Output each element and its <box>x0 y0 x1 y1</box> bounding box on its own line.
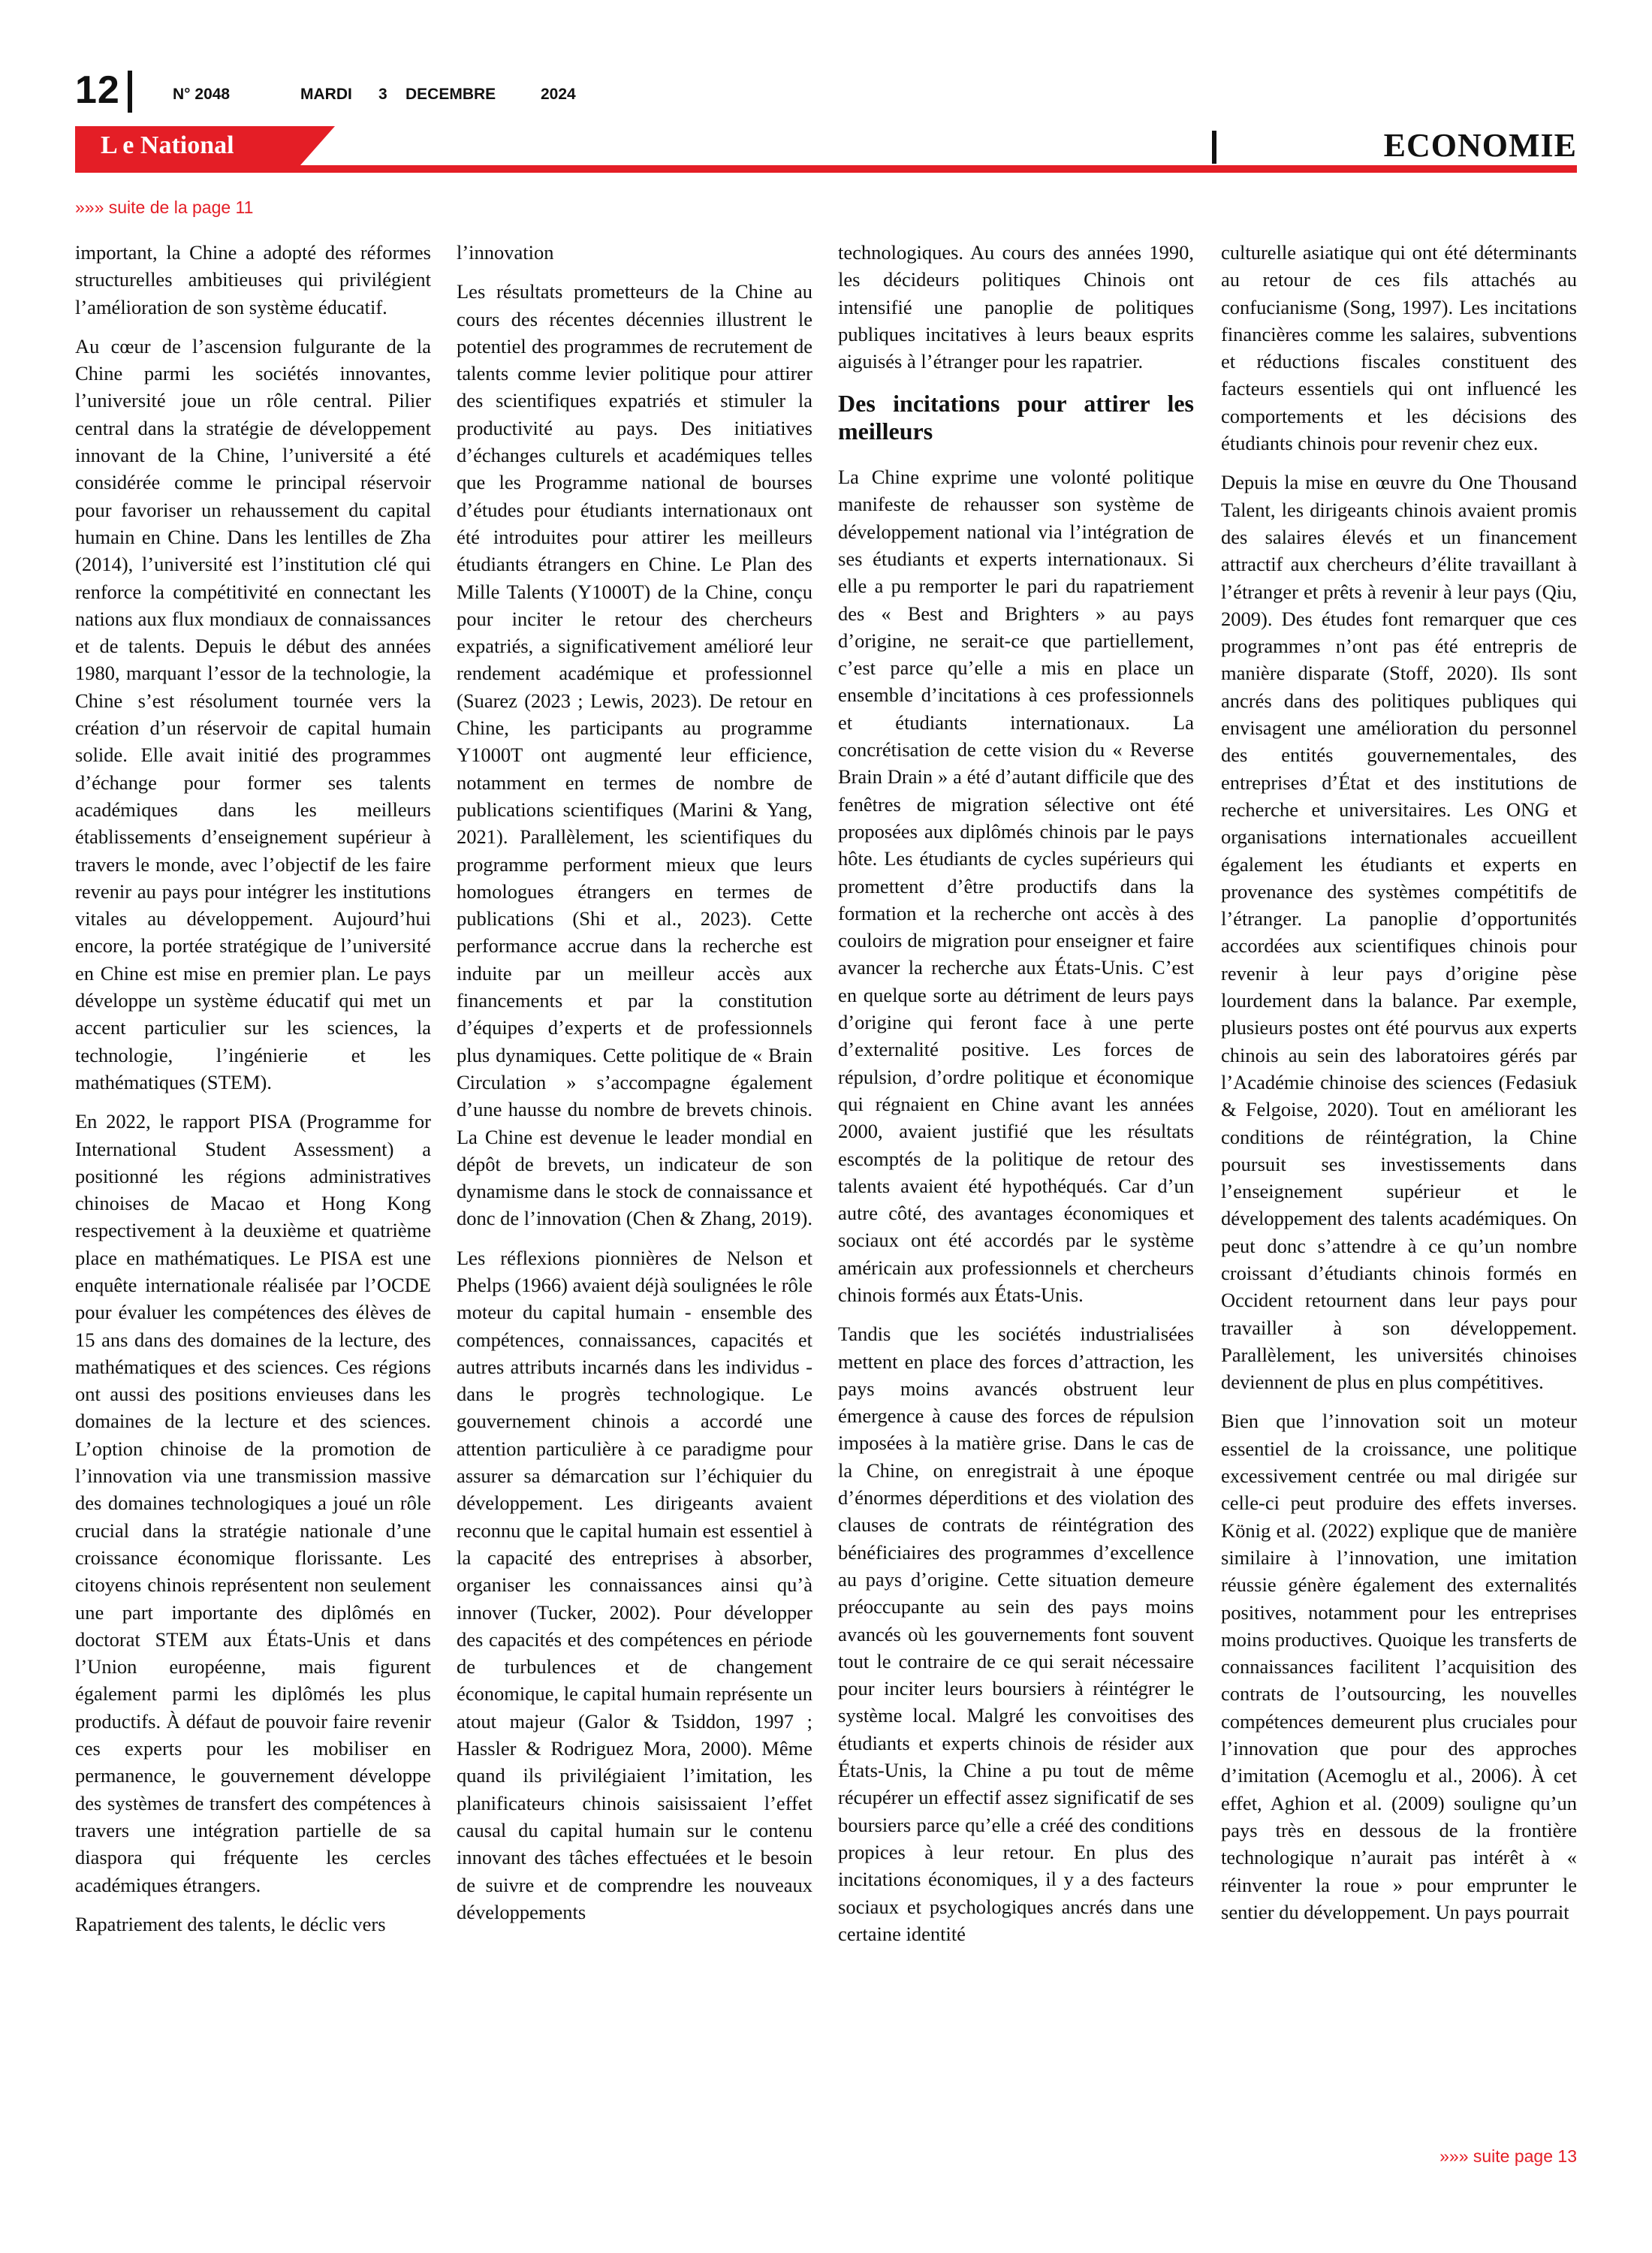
paragraph: Rapatriement des talents, le déclic vers <box>75 1912 386 1935</box>
issue-number: N° 2048 <box>173 86 231 103</box>
section-divider <box>1212 131 1216 164</box>
paragraph: En 2022, le rapport PISA (Programme for International Student Assessment) a positionné les régions administratives chinoises de Macao et Hong Kong respectivement à la deuxième et quatrième place en mathématiques. Le PISA est une enquête internationale réalisée par l’OCDE pour évaluer les compétences des élèves de 15 ans dans des domaines de la lecture, des mathématiques et des sciences. Ces régions ont aussi des positions envieuses dans les domaines de la lecture et des sciences. L’option chinoise de la promotion de l’innovation via une transmission massive des domaines technologiques a joué un rôle crucial dans la stratégie nationale d’une croissance économique florissante. Les citoyens chinois représentent non seulement une part importante des diplômés en doctorat STEM aux États-Unis et dans l’Union européenne, mais figurent également parmi les diplômés les plus productifs. À défaut de pouvoir faire revenir ces experts pour les mobiliser en permanence, le gouvernement développe des systèmes de transfert des compétences à travers une intégration partielle de sa diaspora qui fréquente les cercles académiques étrangers. <box>75 1110 431 1896</box>
paragraph: Tandis que les sociétés industrialisées mettent en place des forces d’attraction, les pays moins avancés obstruent leur émergence à cause des forces de répulsion imposées à la matière grise. Dans le cas de la Chine, on enregistrait à une époque d’énormes déperditions et des violation des clauses de contrats de réintégration des bénéficiaires des programmes d’excellence au pays d’origine. Cette situation demeure préoccupante au sein des pays moins avancés où les gouvernements font souvent tout le contraire de ce qui serait nécessaire pour inciter leurs boursiers à réintégrer le système local. Malgré les convoitises des étudiants et experts chinois de résider aux États-Unis, la Chine a pu tout de même récupérer un effectif assez significatif de ses boursiers parce qu’elle a créé des conditions propices à leur retour. En plus des incitations économiques, il y a des facteurs sociaux et psychologiques ancrés dans une certaine identité <box>838 1323 1194 1945</box>
issue-month: DECEMBRE <box>405 86 496 103</box>
paragraph: Les réflexions pionnières de Nelson et Phelps (1966) avaient déjà soulignées le rôle moteur du capital humain - ensemble des compétences, connaissances, capacités et autres attributs incarnés dans les individus - dans le progrès technologique. Le gouvernement chinois a accordé une attention particulière à ce paradigme pour assurer sa démarcation sur l’échiquier du développement. Les dirigeants avaient reconnu que le capital humain est essentiel à la capacité des entreprises à absorber, organiser les connaissances ainsi qu’à innover (Tucker, 2002). Pour développer des capacités et des compétences en période de turbulences et de changement économique, le capital humain représente un atout majeur (Galor & Tsiddon, 1997 ; Hassler & Rodriguez Mora, 2000). Même quand ils privilégiaient l’imitation, les planificateurs chinois saisissaient l’effet causal du capital humain sur le contenu innovant des tâches effectuées et le besoin de suivre et de comprendre les nouveaux développements <box>457 1246 812 1923</box>
paragraph: Au cœur de l’ascension fulgurante de la Chine parmi les sociétés innovantes, l’université joue un rôle central. Pilier central dans la stratégie de développement innovant de la Chine, l’université a été considérée comme le principal réservoir pour favoriser un rehaussement du capital humain en Chine. Dans les lentilles de Zha (2014), l’université est l’institution clé qui renforce la compétitivité en connectant les nations aux flux mondiaux de connaissances et de talents. Depuis le début des années 1980, marquant l’essor de la technologie, la Chine s’est résolument tournée vers la création d’un réservoir de capital humain solide. Elle avait initié des programmes d’échange pour former ses talents académiques dans les meilleurs établissements d’enseignement supérieur à travers le monde, avec l’objectif de les faire revenir au pays pour intégrer les institutions vitales au développement. Aujourd’hui encore, la portée stratégique de l’université en Chine est mise en premier plan. Le pays développe un système éducatif qui met un accent particulier sur les sciences, la technologie, l’ingénierie et les mathématiques (STEM). <box>75 334 431 1093</box>
continued-from-link[interactable]: »»» suite de la page 11 <box>75 198 254 217</box>
section-band <box>75 126 1577 173</box>
continued-on-link[interactable]: »»» suite page 13 <box>1439 2146 1577 2166</box>
paragraph: Depuis la mise en œuvre du One Thousand Talent, les dirigeants chinois avaient promis des salaires élevés et un financement attractif aux chercheurs d’élite travaillant à l’étranger et prêts à revenir à leur pays (Qiu, 2009). Des études font remarquer que ces programmes n’ont pas été entrepris de manière disparate (Stoff, 2020). Ils sont ancrés dans des politiques publiques qui envisagent une amélioration du personnel des entités gouvernementales, des entreprises d’État et des institutions de recherche et universitaires. Les ONG et organisations internationales accueillent également les étudiants et experts en provenance des systèmes compétitifs de l’étranger. La panoplie d’opportunités accordées aux scientifiques chinois pour revenir à leur pays d’origine pèse lourdement dans la balance. Par exemple, plusieurs postes ont été pourvus aux experts chinois au sein des laboratoires gérés par l’Académie chinoise des sciences (Fedasiuk & Felgoise, 2020). Tout en améliorant les conditions de réintégration, la Chine poursuit ses investissements dans l’enseignement supérieur et le développement des talents académiques. On peut donc s’attendre à ce qu’un nombre croissant d’étudiants chinois formés en Occident retournent dans leur pays pour travailler à son développement. Parallèlement, les universités chinoises deviennent de plus en plus compétitives. <box>1221 471 1577 1394</box>
paragraph: important, la Chine a adopté des réformes structurelles ambitieuses qui privilégient l’amélioration de son système éducatif. <box>75 241 431 318</box>
page-number: 12 <box>75 68 120 112</box>
column-1 <box>75 239 431 1950</box>
red-rule <box>75 165 1577 173</box>
section-title: ECONOMIE <box>1383 127 1577 164</box>
issue-date-day: 3 <box>378 86 387 103</box>
column-3 <box>838 239 1194 1959</box>
article-body <box>75 239 1577 2191</box>
brand-logo: L e National <box>75 126 300 165</box>
issue-year: 2024 <box>541 86 576 103</box>
page-header <box>75 68 1577 117</box>
paragraph: Bien que l’innovation soit un moteur essentiel de la croissance, une politique excessivement centrée ou mal dirigée sur celle-ci peut produire des effets inverses. König et al. (2022) explique que de manière similaire à l’innovation, une imitation réussie génère également des externalités positives, notamment pour les entreprises moins productives. Quoique les transferts de connaissances facilitent l’acquisition des contrats de l’outsourcing, les nouvelles compétences demeurent plus cruciales pour l’innovation que pour des approches d’imitation (Acemoglu et al., 2006). À cet effet, Aghion et al. (2009) souligne qu’un pays très en dessous de la frontière technologique n’aurait pas intérêt à « réinventer la roue » pour emprunter le sentier du développement. Un pays pourrait <box>1221 1410 1577 1923</box>
issue-day: MARDI <box>300 86 352 103</box>
paragraph: technologiques. Au cours des années 1990, les décideurs politiques Chinois ont intensifié une panoplie de politiques publiques incitatives à leurs beaux esprits aiguisés à l’étranger pour les rapatrier. <box>838 241 1194 373</box>
page-number-divider <box>128 71 132 113</box>
paragraph: l’innovation <box>457 241 554 264</box>
paragraph: Les résultats prometteurs de la Chine au cours des récentes décennies illustrent le potentiel des programmes de recrutement de talents comme levier politique pour attirer des scientifiques expatriés et stimuler la productivité au pays. Des initiatives d’échanges culturels et académiques telles que les Programme national de bourses d’études pour étudiants internationaux ont été introduites pour attirer les meilleurs étudiants étrangers en Chine. Le Plan des Mille Talents (Y1000T) de la Chine, conçu pour inciter le retour des chercheurs expatriés, a significativement amélioré leur rendement académique et professionnel (Suarez (2023 ; Lewis, 2023). De retour en Chine, les participants au programme Y1000T ont augmenté leur efficience, notamment en termes de nombre de publications scientifiques (Marini & Yang, 2021). Parallèlement, les scientifiques du programme performent mieux que leurs homologues étrangers en termes de publications (Shi et al., 2023). Cette performance accrue dans la recherche est induite par un meilleur accès aux financements et par la constitution d’équipes d’experts et de professionnels plus dynamiques. Cette politique de « Brain Circulation » s’accompagne également d’une hausse du nombre de brevets chinois. La Chine est devenue le leader mondial en dépôt de brevets, un indicateur de son dynamisme dans le stock de connaissance et donc de l’innovation (Chen & Zhang, 2019). <box>457 280 812 1230</box>
column-2 <box>457 239 812 1938</box>
paragraph: culturelle asiatique qui ont été déterminants au retour de ces fils attachés au confucianisme (Song, 1997). Les incitations financières comme les salaires, subventions et réductions fiscales constituent des facteurs essentiels qui ont influencé les comportements et les décisions des étudiants chinois pour revenir chez eux. <box>1221 241 1577 455</box>
column-4 <box>1221 239 1577 1938</box>
brand-logo-tip <box>300 126 335 165</box>
paragraph: La Chine exprime une volonté politique manifeste de rehausser son système de développement national via l’intégration de ses étudiants et experts internationaux. Si elle a pu remporter le pari du rapatriement des « Best and Brighters » au pays d’origine, ne serait-ce que partiellement, c’est parce qu’elle a mis en place un ensemble d’incitations à ces professionnels et étudiants internationaux. La concrétisation de cette vision du « Reverse Brain Drain » a été d’autant difficile que des fenêtres de migration sélective ont été proposées aux diplômés chinois par le pays hôte. Les étudiants de cycles supérieurs qui promettent d’être productifs dans la formation et la recherche ont accès à des couloirs de migration pour enseigner et faire avancer la recherche aux États-Unis. C’est en quelque sorte au détriment de leurs pays d’origine qui feront face à une perte d’externalité positive. Les forces de répulsion, d’ordre politique et économique qui régnaient en Chine avant les années 2000, avaient justifié que les résultats escomptés de la politique de retour des talents avaient été hypothéqués. Car d’un autre côté, des avantages économiques et sociaux ont été accordés par le système américain aux professionnels et chercheurs chinois formés aux États-Unis. <box>838 466 1194 1306</box>
subheading: Des incitations pour attirer les meilleurs <box>838 390 1194 445</box>
